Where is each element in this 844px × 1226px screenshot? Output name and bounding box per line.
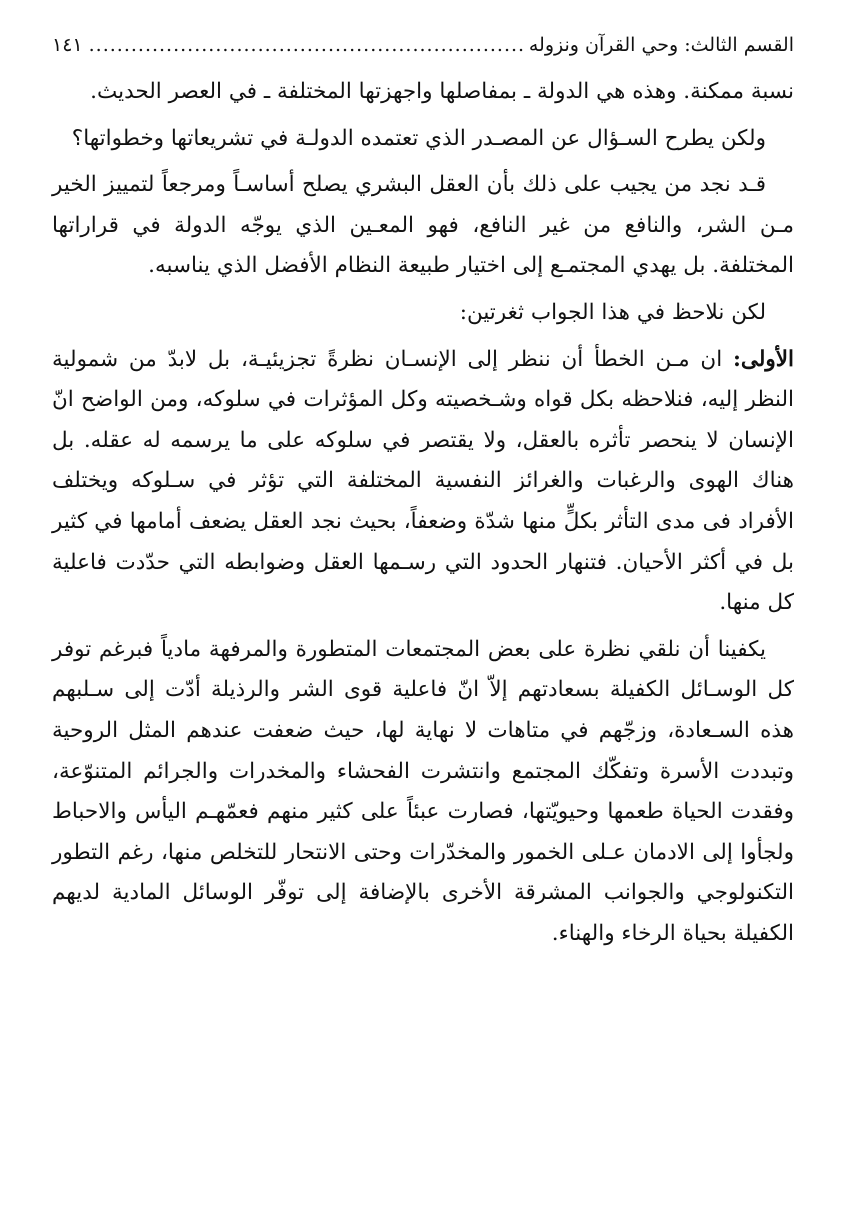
leader-dots (89, 30, 523, 60)
paragraph (52, 293, 794, 334)
body-text (52, 72, 794, 954)
paragraph-text: قـد نجد من يجيب على ذلك بأن العقل البشري يصلح أساسـاً ومرجعاً لتمييز الخير مـن الشر، والنافع من غير النافع، فهو المعـين الذي يوجّه الدولة في قراراتها المختلفة. بل يهدي المجتمـع إلى اختيار طبيعة النظام الأفضل الذي يناسبه. (52, 172, 794, 279)
paragraph-text: نسبة ممكنة. وهذه هي الدولة ـ بمفاصلها واجهزتها المختلفة ـ في العصر الحديث. (90, 79, 794, 104)
document-page (52, 30, 794, 1196)
running-header-title: القسم الثالث: وحي القرآن ونزوله (528, 34, 794, 56)
paragraph (52, 119, 794, 160)
paragraph-continuation (52, 72, 794, 113)
point-heading: الأولى: (732, 346, 794, 372)
paragraph-text: لكن نلاحظ في هذا الجواب ثغرتين: (459, 299, 766, 325)
paragraph (52, 630, 794, 955)
running-header (52, 30, 794, 62)
paragraph-text: ولكن يطرح السـؤال عن المصـدر الذي تعتمده الدولـة في تشريعاتها وخطواتها؟ (71, 125, 766, 151)
paragraph-text: يكفينا أن نلقي نظرة على بعض المجتمعات المتطورة والمرفهة مادياً فبرغم توفر كل الوسـائل الكفيلة بسعادتهم إلاّ انّ فاعلية قوى الشر والرذيلة أدّت إلى سـلبهم هذه السـعادة، وزجّهم في متاهات لا نهاية لها، حيث ضعفت عندهم المثل الروحية وتبددت الأسرة وتفكّك المجتمع وانتشرت الفحشاء والمخدرات والجرائم المتنوّعة، وفقدت الحياة طعمها وحيويّتها، فصارت عبئاً على كثير منهم فعمّهـم اليأس والاحباط ولجأوا إلى الادمان عـلى الخمور والمخدّرات وحتى الانتحار للتخلص منها، رغم التطور التكنولوجي والجوانب المشرقة الأخرى بالإضافة إلى توفّر الوسائل المادية لديهم الكفيلة بحياة الرخاء والهناء. (52, 636, 794, 946)
page-number: ١٤١ (52, 34, 83, 56)
paragraph (52, 165, 794, 287)
paragraph-text: ان مـن الخطأ أن ننظر إلى الإنسـان نظرةً تجزيئيـة، بل لابدّ من شمولية النظر إليه، فنلاحظه بكل قواه وشـخصيته وكل المؤثرات في سلوكه، ومن الواضح انّ الإنسان لا ينحصر تأثره بالعقل، ولا يقتصر في سلوكه على ما يرسمه له عقله. بل هناك الهوى والرغبات والغرائز النفسية المختلفة التي تؤثر في سـلوكه ويختلف الأفراد فى مدى التأثر بكلٍّ منها شدّة وضعفاً، بحيث نجد العقل يضعف أمامها في كثير بل في أكثر الأحيان. فتنهار الحدود التي رسـمها العقل وضوابطه التي حدّدت فاعلية كل منها. (52, 346, 794, 616)
paragraph-first-point (52, 340, 794, 624)
